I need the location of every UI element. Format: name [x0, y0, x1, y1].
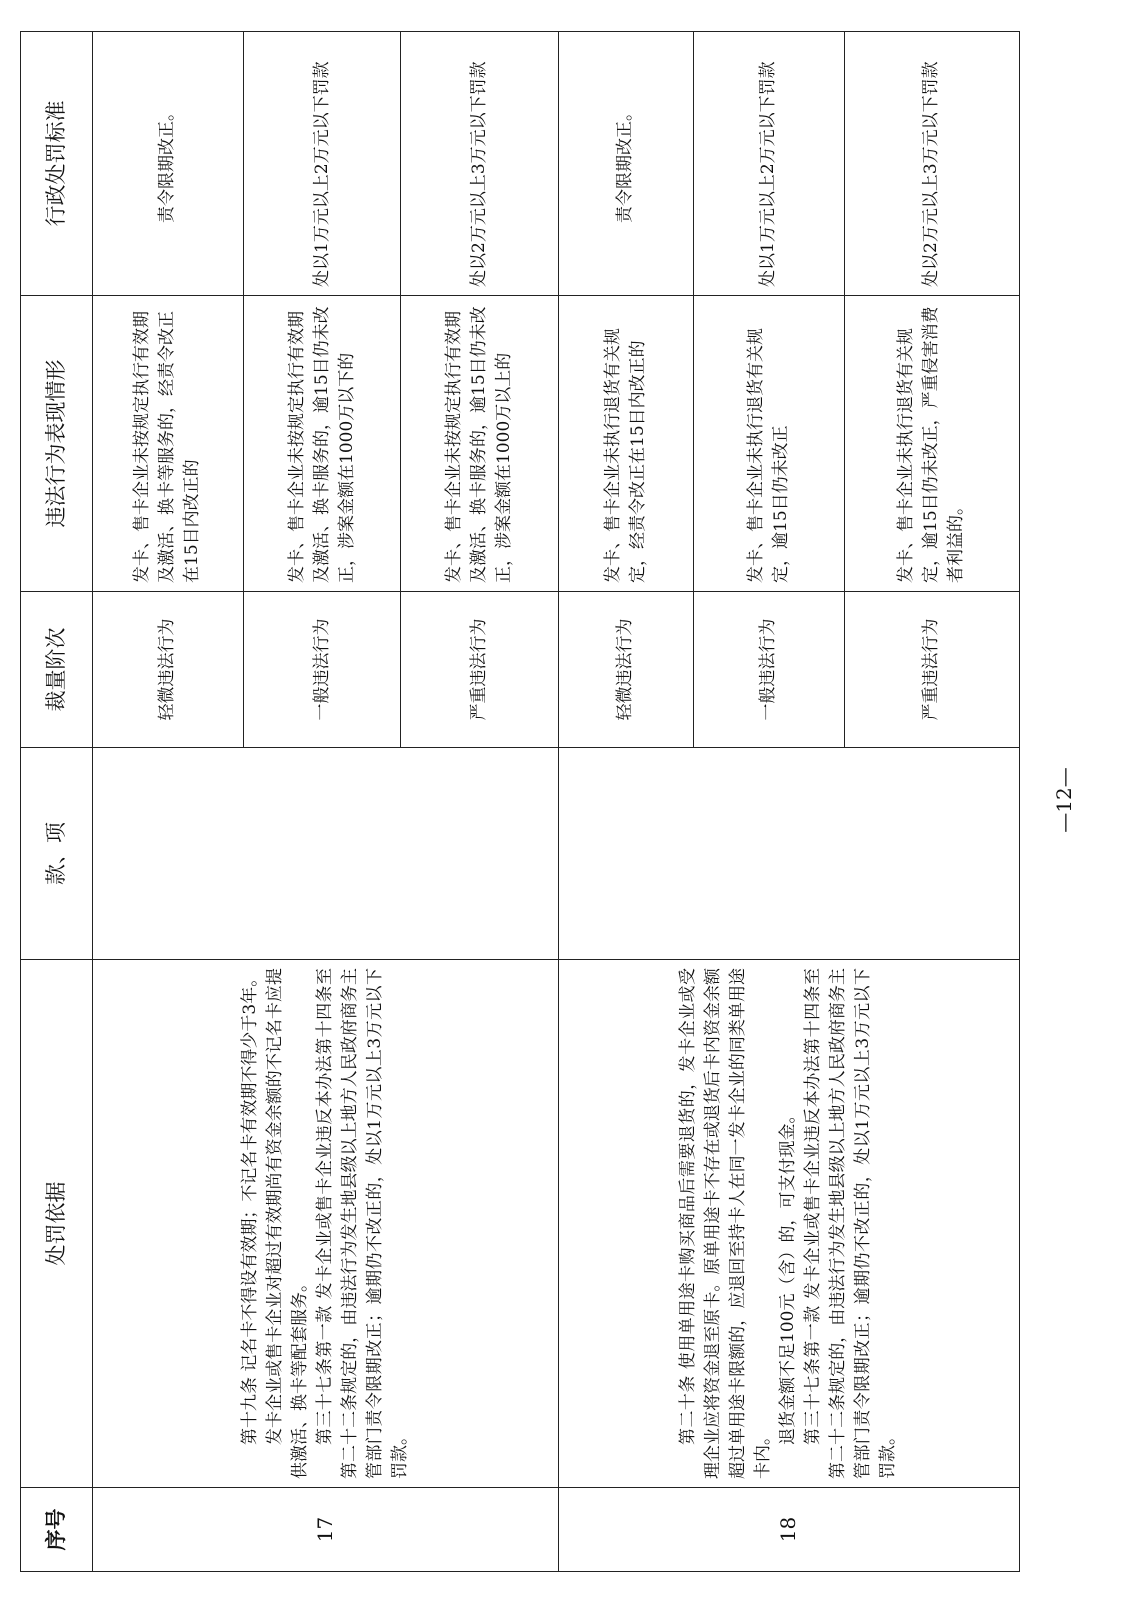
header-seq: 序号: [21, 1488, 93, 1572]
table-row: [93, 32, 244, 1572]
header-basis: 处罚依据: [21, 960, 93, 1488]
basis-paragraph: 发卡企业或售卡企业对超过有效期尚有资金余额的不记名卡应提供激活、换卡等配套服务。: [264, 968, 310, 1479]
standard-cell: 处以1万元以上2万元以下罚款: [243, 32, 401, 296]
level-cell: 一般违法行为: [243, 592, 401, 748]
basis-paragraph: 退货金额不足100元（含）的，可支付现金。: [778, 1106, 799, 1445]
header-clause: 款、项: [21, 748, 93, 960]
level-cell: 严重违法行为: [401, 592, 559, 748]
penalty-standard-table: [20, 31, 1020, 1572]
basis-paragraph: 第二十条 使用单用途卡购买商品后需要退货的，发卡企业或受理企业应将资金退至原卡。原单用途卡不存在或退货后卡内资金余额超过单用途卡限额的，应退回至持卡人在同一发卡企业的同类单用途卡内。: [678, 968, 774, 1479]
situation-cell: 发卡、售卡企业未执行退货有关规定，经责令改正在15日内改正的: [558, 296, 693, 592]
level-cell: 严重违法行为: [844, 592, 1020, 748]
basis-paragraph: 第十九条 记名卡不得设有效期；不记名卡有效期不得少于3年。: [239, 969, 260, 1445]
row-clause: [93, 748, 559, 960]
header-level: 裁量阶次: [21, 592, 93, 748]
basis-paragraph: 第三十七条第一款 发卡企业或售卡企业违反本办法第十四条至第二十二条规定的，由违法行为发生地县级以上地方人民政府商务主管部门责令限期改正；逾期仍不改正的，处以1万元以上3万元以下罚款。: [314, 968, 410, 1479]
header-standard: 行政处罚标准: [21, 32, 93, 296]
row-seq: 17: [93, 1488, 559, 1572]
page-number: —12—: [1052, 767, 1076, 833]
table-header-row: [21, 32, 93, 1572]
row-basis: [558, 960, 1019, 1488]
row-basis: [93, 960, 559, 1488]
standard-cell: 责令限期改正。: [93, 32, 244, 296]
row-clause: [558, 748, 1019, 960]
level-cell: 一般违法行为: [693, 592, 844, 748]
situation-cell: 发卡、售卡企业未执行退货有关规定，逾15日仍未改正，严重侵害消费者利益的。: [844, 296, 1020, 592]
situation-cell: 发卡、售卡企业未按规定执行有效期及激活、换卡等服务的，经责令改正在15日内改正的: [93, 296, 244, 592]
situation-cell: 发卡、售卡企业未按规定执行有效期及激活、换卡服务的，逾15日仍未改正，涉案金额在1000万以下的: [243, 296, 401, 592]
row-seq: 18: [558, 1488, 1019, 1572]
standard-cell: 责令限期改正。: [558, 32, 693, 296]
situation-cell: 发卡、售卡企业未按规定执行有效期及激活、换卡服务的，逾15日仍未改正，涉案金额在1000万以上的: [401, 296, 559, 592]
standard-cell: 处以1万元以上2万元以下罚款: [693, 32, 844, 296]
table-row: [558, 32, 693, 1572]
level-cell: 轻微违法行为: [558, 592, 693, 748]
basis-paragraph: 第三十七条第一款 发卡企业或售卡企业违反本办法第十四条至第二十二条规定的，由违法行为发生地县级以上地方人民政府商务主管部门责令限期改正；逾期仍不改正的，处以1万元以上3万元以下罚款。: [803, 968, 899, 1479]
header-situation: 违法行为表现情形: [21, 296, 93, 592]
level-cell: 轻微违法行为: [93, 592, 244, 748]
standard-cell: 处以2万元以上3万元以下罚款: [401, 32, 559, 296]
situation-cell: 发卡、售卡企业未执行退货有关规定，逾15日仍未改正: [693, 296, 844, 592]
standard-cell: 处以2万元以上3万元以下罚款: [844, 32, 1020, 296]
